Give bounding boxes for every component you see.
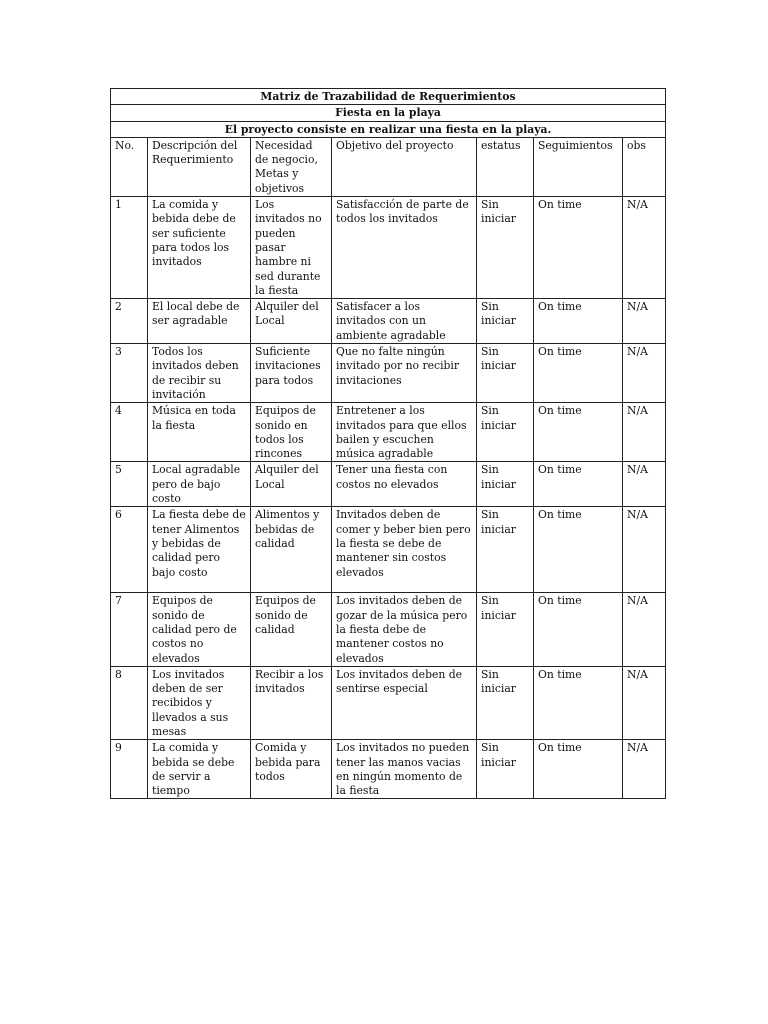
cell-seguimiento: On time [534,593,623,666]
cell-descripcion: El local debe de ser agradable [148,299,251,344]
cell-obs: N/A [623,507,666,593]
cell-estatus: Sin iniciar [477,462,534,507]
cell-no: 7 [111,593,148,666]
cell-obs: N/A [623,197,666,299]
cell-seguimiento: On time [534,507,623,593]
table-row [111,740,666,799]
cell-necesidad: Equipos de sonido en todos los rincones [251,403,332,462]
cell-necesidad: Comida y bebida para todos [251,740,332,799]
cell-necesidad: Suficiente invitaciones para todos [251,344,332,403]
table-row [111,666,666,739]
cell-descripcion: Música en toda la fiesta [148,403,251,462]
table-row [111,593,666,666]
cell-no: 3 [111,344,148,403]
cell-obs: N/A [623,740,666,799]
cell-estatus: Sin iniciar [477,197,534,299]
document-subtitle: Fiesta en la playa [111,105,666,121]
cell-descripcion: Todos los invitados deben de recibir su invitación [148,344,251,403]
cell-estatus: Sin iniciar [477,299,534,344]
cell-obs: N/A [623,299,666,344]
cell-descripcion: Equipos de sonido de calidad pero de costos no elevados [148,593,251,666]
cell-objetivo: Satisfacer a los invitados con un ambiente agradable [332,299,477,344]
cell-objetivo: Invitados deben de comer y beber bien pero la fiesta se debe de mantener sin costos elevados [332,507,477,593]
cell-no: 8 [111,666,148,739]
cell-estatus: Sin iniciar [477,740,534,799]
cell-descripcion: La comida y bebida debe de ser suficiente para todos los invitados [148,197,251,299]
cell-obs: N/A [623,666,666,739]
column-header-no: No. [111,137,148,196]
cell-seguimiento: On time [534,666,623,739]
column-header-necesidad: Necesidad de negocio, Metas y objetivos [251,137,332,196]
cell-estatus: Sin iniciar [477,403,534,462]
traceability-matrix-table [110,88,666,799]
column-header-obs: obs [623,137,666,196]
cell-estatus: Sin iniciar [477,593,534,666]
cell-necesidad: Equipos de sonido de calidad [251,593,332,666]
cell-estatus: Sin iniciar [477,344,534,403]
cell-objetivo: Los invitados no pueden tener las manos vacias en ningún momento de la fiesta [332,740,477,799]
cell-seguimiento: On time [534,344,623,403]
cell-objetivo: Que no falte ningún invitado por no recibir invitaciones [332,344,477,403]
description-row [111,121,666,137]
cell-no: 6 [111,507,148,593]
table-row [111,344,666,403]
cell-seguimiento: On time [534,403,623,462]
cell-no: 9 [111,740,148,799]
cell-obs: N/A [623,344,666,403]
cell-objetivo: Los invitados deben de sentirse especial [332,666,477,739]
cell-no: 4 [111,403,148,462]
table-row [111,197,666,299]
cell-necesidad: Alquiler del Local [251,462,332,507]
cell-seguimiento: On time [534,299,623,344]
column-header-descripcion: Descripción del Requerimiento [148,137,251,196]
cell-objetivo: Tener una fiesta con costos no elevados [332,462,477,507]
table-row [111,403,666,462]
cell-descripcion: Los invitados deben de ser recibidos y llevados a sus mesas [148,666,251,739]
table-row [111,507,666,593]
table-row [111,299,666,344]
subtitle-row [111,105,666,121]
cell-seguimiento: On time [534,197,623,299]
title-row [111,89,666,105]
column-header-objetivo: Objetivo del proyecto [332,137,477,196]
cell-no: 5 [111,462,148,507]
cell-necesidad: Los invitados no pueden pasar hambre ni sed durante la fiesta [251,197,332,299]
cell-necesidad: Recibir a los invitados [251,666,332,739]
cell-descripcion: La fiesta debe de tener Alimentos y bebidas de calidad pero bajo costo [148,507,251,593]
cell-necesidad: Alquiler del Local [251,299,332,344]
cell-objetivo: Los invitados deben de gozar de la música pero la fiesta debe de mantener costos no elevados [332,593,477,666]
cell-no: 1 [111,197,148,299]
column-header-seguimientos: Seguimientos [534,137,623,196]
project-description: El proyecto consiste en realizar una fiesta en la playa. [111,121,666,137]
cell-obs: N/A [623,462,666,507]
cell-no: 2 [111,299,148,344]
cell-objetivo: Satisfacción de parte de todos los invitados [332,197,477,299]
cell-seguimiento: On time [534,462,623,507]
cell-objetivo: Entretener a los invitados para que ellos bailen y escuchen música agradable [332,403,477,462]
cell-necesidad: Alimentos y bebidas de calidad [251,507,332,593]
cell-descripcion: La comida y bebida se debe de servir a tiempo [148,740,251,799]
document-title: Matriz de Trazabilidad de Requerimientos [111,89,666,105]
column-header-row [111,137,666,196]
cell-descripcion: Local agradable pero de bajo costo [148,462,251,507]
cell-seguimiento: On time [534,740,623,799]
column-header-estatus: estatus [477,137,534,196]
table-row [111,462,666,507]
cell-obs: N/A [623,593,666,666]
cell-estatus: Sin iniciar [477,666,534,739]
cell-estatus: Sin iniciar [477,507,534,593]
cell-obs: N/A [623,403,666,462]
